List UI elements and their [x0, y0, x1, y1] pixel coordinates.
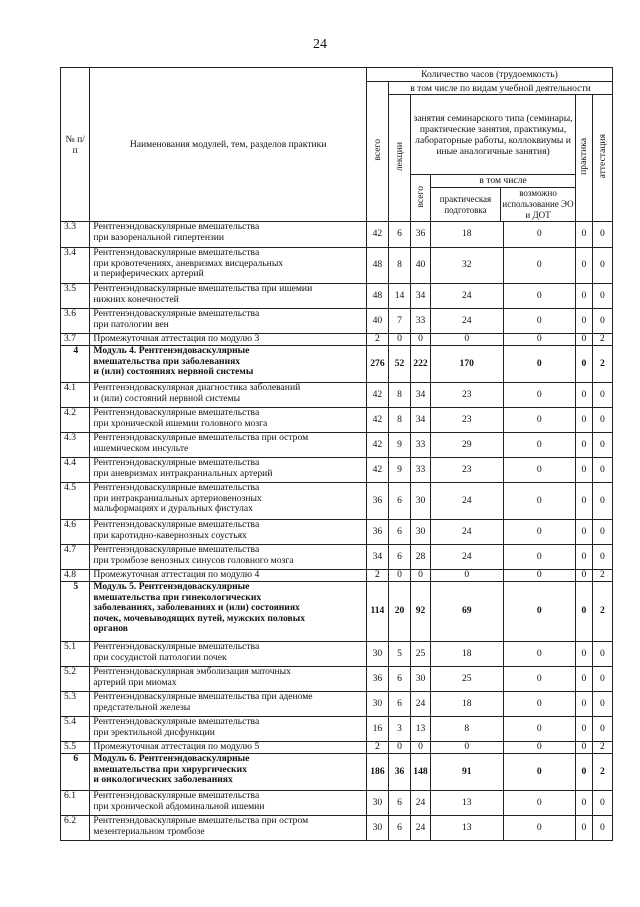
cell-practical: 29	[430, 433, 503, 458]
row-number: 5.4	[61, 717, 90, 742]
cell-practical: 23	[430, 408, 503, 433]
cell-distance: 0	[503, 754, 576, 791]
cell-attestation: 0	[592, 667, 612, 692]
cell-practice: 0	[576, 582, 593, 642]
header-distance: возможно использование ЭО и ДОТ	[502, 188, 574, 220]
cell-practice: 0	[576, 433, 593, 458]
cell-practical: 8	[430, 717, 503, 742]
header-seminar-total: всего	[411, 175, 431, 222]
cell-total: 48	[366, 248, 388, 284]
cell-lectures: 6	[388, 520, 410, 545]
cell-lectures: 6	[388, 816, 410, 841]
cell-total: 30	[366, 692, 388, 717]
table-row	[61, 667, 613, 692]
header-attestation: аттестация	[592, 95, 612, 222]
row-title: Рентгенэндоваскулярные вмешательства при сосудистой патологии почек	[90, 642, 366, 667]
cell-seminar: 40	[411, 248, 431, 284]
cell-total: 42	[366, 383, 388, 408]
cell-practical: 18	[430, 692, 503, 717]
cell-total: 42	[366, 222, 388, 248]
header-seminar: занятия семинарского типа (семинары, практические занятия, практикумы, лабораторные работы, коллоквиумы и иные аналогичные занятия)	[411, 95, 576, 175]
cell-practice: 0	[576, 791, 593, 816]
cell-attestation: 0	[592, 458, 612, 483]
cell-practical: 24	[430, 545, 503, 570]
cell-attestation: 0	[592, 433, 612, 458]
cell-distance: 0	[503, 582, 576, 642]
cell-practical: 13	[430, 791, 503, 816]
cell-distance: 0	[503, 816, 576, 841]
cell-practical: 18	[430, 642, 503, 667]
cell-attestation: 0	[592, 309, 612, 334]
cell-practice: 0	[576, 383, 593, 408]
cell-attestation: 0	[592, 692, 612, 717]
table-row	[61, 284, 613, 309]
cell-seminar: 30	[411, 520, 431, 545]
header-num: № п/п	[61, 68, 90, 222]
cell-lectures: 36	[388, 754, 410, 791]
cell-distance: 0	[503, 742, 576, 754]
table-row	[61, 717, 613, 742]
cell-attestation: 0	[592, 284, 612, 309]
cell-lectures: 6	[388, 222, 410, 248]
table-row	[61, 816, 613, 841]
cell-lectures: 0	[388, 742, 410, 754]
header-practice: практика	[576, 95, 593, 222]
row-title: Промежуточная аттестация по модулю 5	[90, 742, 366, 754]
header-total: всего	[366, 82, 388, 222]
cell-distance: 0	[503, 408, 576, 433]
cell-distance: 0	[503, 309, 576, 334]
cell-total: 48	[366, 284, 388, 309]
table-body	[61, 222, 613, 841]
cell-practical: 24	[430, 483, 503, 520]
cell-total: 186	[366, 754, 388, 791]
row-title: Рентгенэндоваскулярные вмешательства при каротидно-кавернозных соустьях	[90, 520, 366, 545]
row-number: 5.5	[61, 742, 90, 754]
header-including: в том числе	[431, 175, 575, 188]
cell-practical: 0	[430, 570, 503, 582]
row-title: Модуль 6. Рентгенэндоваскулярные вмешательства при хирургических и онкологических заболеваниях	[90, 754, 366, 791]
cell-attestation: 2	[592, 346, 612, 383]
cell-lectures: 6	[388, 692, 410, 717]
cell-seminar: 24	[411, 692, 431, 717]
row-number: 6.2	[61, 816, 90, 841]
table-row	[61, 791, 613, 816]
cell-attestation: 0	[592, 717, 612, 742]
cell-lectures: 8	[388, 383, 410, 408]
cell-distance: 0	[503, 570, 576, 582]
row-number: 6	[61, 754, 90, 791]
row-number: 6.1	[61, 791, 90, 816]
cell-total: 42	[366, 433, 388, 458]
row-title: Рентгенэндоваскулярные вмешательства при остром ишемическом инсульте	[90, 433, 366, 458]
cell-practical: 32	[430, 248, 503, 284]
row-number: 4.1	[61, 383, 90, 408]
cell-distance: 0	[503, 433, 576, 458]
cell-lectures: 9	[388, 458, 410, 483]
cell-lectures: 14	[388, 284, 410, 309]
table-row	[61, 222, 613, 248]
cell-total: 30	[366, 816, 388, 841]
row-title: Модуль 4. Рентгенэндоваскулярные вмешательства при заболеваниях и (или) состояниях нервной системы	[90, 346, 366, 383]
cell-lectures: 5	[388, 642, 410, 667]
row-title: Рентгенэндоваскулярная эмболизация маточных артерий при миомах	[90, 667, 366, 692]
cell-total: 42	[366, 408, 388, 433]
table-row	[61, 520, 613, 545]
cell-total: 36	[366, 520, 388, 545]
cell-distance: 0	[503, 545, 576, 570]
row-number: 3.7	[61, 334, 90, 346]
cell-seminar: 30	[411, 483, 431, 520]
cell-seminar: 13	[411, 717, 431, 742]
table-row	[61, 692, 613, 717]
row-number: 5.2	[61, 667, 90, 692]
cell-seminar: 0	[411, 742, 431, 754]
cell-total: 42	[366, 458, 388, 483]
cell-attestation: 0	[592, 791, 612, 816]
cell-practice: 0	[576, 717, 593, 742]
cell-practical: 23	[430, 383, 503, 408]
page-number: 24	[313, 37, 327, 52]
cell-practice: 0	[576, 222, 593, 248]
cell-lectures: 52	[388, 346, 410, 383]
cell-lectures: 6	[388, 667, 410, 692]
cell-seminar: 148	[411, 754, 431, 791]
cell-practical: 23	[430, 458, 503, 483]
row-title: Промежуточная аттестация по модулю 4	[90, 570, 366, 582]
header-including-group	[430, 175, 575, 222]
cell-practice: 0	[576, 520, 593, 545]
cell-distance: 0	[503, 222, 576, 248]
cell-distance: 0	[503, 520, 576, 545]
module-row	[61, 346, 613, 383]
cell-practice: 0	[576, 570, 593, 582]
row-title: Рентгенэндоваскулярные вмешательства при остром мезентериальном тромбозе	[90, 816, 366, 841]
header-practical: практическая подготовка	[431, 188, 501, 221]
cell-distance: 0	[503, 692, 576, 717]
curriculum-table	[60, 67, 613, 841]
cell-seminar: 24	[411, 816, 431, 841]
cell-seminar: 34	[411, 284, 431, 309]
cell-practice: 0	[576, 692, 593, 717]
cell-distance: 0	[503, 717, 576, 742]
cell-total: 114	[366, 582, 388, 642]
cell-seminar: 24	[411, 791, 431, 816]
cell-total: 2	[366, 742, 388, 754]
row-number: 4.3	[61, 433, 90, 458]
cell-practice: 0	[576, 248, 593, 284]
row-number: 4.8	[61, 570, 90, 582]
cell-practice: 0	[576, 309, 593, 334]
row-title: Рентгенэндоваскулярная диагностика заболеваний и (или) состояний нервной системы	[90, 383, 366, 408]
row-number: 4.7	[61, 545, 90, 570]
header-name: Наименования модулей, тем, разделов практики	[90, 68, 366, 222]
cell-practical: 0	[430, 334, 503, 346]
module-row	[61, 582, 613, 642]
cell-distance: 0	[503, 284, 576, 309]
cell-practice: 0	[576, 545, 593, 570]
cell-distance: 0	[503, 791, 576, 816]
row-title: Рентгенэндоваскулярные вмешательства при аденоме предстательной железы	[90, 692, 366, 717]
table-row	[61, 408, 613, 433]
cell-practice: 0	[576, 458, 593, 483]
cell-practical: 69	[430, 582, 503, 642]
cell-total: 276	[366, 346, 388, 383]
cell-seminar: 25	[411, 642, 431, 667]
cell-seminar: 36	[411, 222, 431, 248]
cell-total: 36	[366, 667, 388, 692]
row-number: 3.5	[61, 284, 90, 309]
row-number: 3.4	[61, 248, 90, 284]
row-number: 5.3	[61, 692, 90, 717]
table-row	[61, 742, 613, 754]
cell-total: 2	[366, 334, 388, 346]
cell-seminar: 30	[411, 667, 431, 692]
cell-practical: 170	[430, 346, 503, 383]
table-row	[61, 309, 613, 334]
row-number: 4.2	[61, 408, 90, 433]
cell-attestation: 2	[592, 742, 612, 754]
cell-practice: 0	[576, 334, 593, 346]
cell-total: 16	[366, 717, 388, 742]
cell-practice: 0	[576, 754, 593, 791]
table-row	[61, 483, 613, 520]
cell-attestation: 0	[592, 383, 612, 408]
header-by-type: в том числе по видам учебной деятельности	[388, 82, 612, 95]
module-row	[61, 754, 613, 791]
row-title: Рентгенэндоваскулярные вмешательства при тромбозе венозных синусов головного мозга	[90, 545, 366, 570]
cell-total: 40	[366, 309, 388, 334]
table-row	[61, 383, 613, 408]
table-row	[61, 570, 613, 582]
cell-seminar: 34	[411, 383, 431, 408]
cell-lectures: 3	[388, 717, 410, 742]
cell-practical: 24	[430, 520, 503, 545]
cell-distance: 0	[503, 346, 576, 383]
cell-lectures: 6	[388, 483, 410, 520]
cell-seminar: 33	[411, 309, 431, 334]
table-row	[61, 545, 613, 570]
cell-total: 30	[366, 791, 388, 816]
cell-lectures: 6	[388, 545, 410, 570]
row-title: Рентгенэндоваскулярные вмешательства при хронической абдоминальной ишемии	[90, 791, 366, 816]
row-number: 3.3	[61, 222, 90, 248]
cell-lectures: 7	[388, 309, 410, 334]
cell-lectures: 9	[388, 433, 410, 458]
cell-seminar: 33	[411, 433, 431, 458]
cell-total: 36	[366, 483, 388, 520]
header-lectures: лекции	[388, 95, 410, 222]
cell-attestation: 2	[592, 754, 612, 791]
cell-practical: 18	[430, 222, 503, 248]
cell-total: 2	[366, 570, 388, 582]
row-number: 4.5	[61, 483, 90, 520]
row-number: 4	[61, 346, 90, 383]
cell-lectures: 20	[388, 582, 410, 642]
cell-practical: 0	[430, 742, 503, 754]
cell-attestation: 2	[592, 570, 612, 582]
table-row	[61, 334, 613, 346]
cell-distance: 0	[503, 334, 576, 346]
cell-distance: 0	[503, 642, 576, 667]
cell-seminar: 222	[411, 346, 431, 383]
row-title: Рентгенэндоваскулярные вмешательства при ишемии нижних конечностей	[90, 284, 366, 309]
cell-practical: 13	[430, 816, 503, 841]
cell-practical: 24	[430, 309, 503, 334]
cell-seminar: 0	[411, 570, 431, 582]
row-title: Модуль 5. Рентгенэндоваскулярные вмешательства при гинекологических заболеваниях, заболеваниях и (или) состояниях почек, мочевыводящих путей, мужских половых органов	[90, 582, 366, 642]
table-row	[61, 642, 613, 667]
row-title: Рентгенэндоваскулярные вмешательства при патологии вен	[90, 309, 366, 334]
cell-attestation: 0	[592, 520, 612, 545]
table-header	[61, 68, 613, 222]
cell-practical: 91	[430, 754, 503, 791]
row-title: Рентгенэндоваскулярные вмешательства при аневризмах интракраниальных артерий	[90, 458, 366, 483]
cell-distance: 0	[503, 667, 576, 692]
table-row	[61, 248, 613, 284]
cell-distance: 0	[503, 383, 576, 408]
cell-attestation: 0	[592, 408, 612, 433]
cell-attestation: 0	[592, 816, 612, 841]
cell-practical: 25	[430, 667, 503, 692]
row-title: Рентгенэндоваскулярные вмешательства при хронической ишемии головного мозга	[90, 408, 366, 433]
cell-attestation: 0	[592, 222, 612, 248]
row-number: 5	[61, 582, 90, 642]
row-number: 4.4	[61, 458, 90, 483]
cell-seminar: 28	[411, 545, 431, 570]
cell-attestation: 0	[592, 248, 612, 284]
cell-attestation: 2	[592, 334, 612, 346]
row-title: Рентгенэндоваскулярные вмешательства при кровотечениях, аневризмах висцеральных и периферических артерий	[90, 248, 366, 284]
cell-distance: 0	[503, 458, 576, 483]
cell-practice: 0	[576, 642, 593, 667]
cell-total: 30	[366, 642, 388, 667]
cell-lectures: 8	[388, 248, 410, 284]
cell-distance: 0	[503, 248, 576, 284]
cell-total: 34	[366, 545, 388, 570]
cell-seminar: 34	[411, 408, 431, 433]
row-title: Рентгенэндоваскулярные вмешательства при интракраниальных артериовенозных мальформациях и дуральных фистулах	[90, 483, 366, 520]
row-title: Промежуточная аттестация по модулю 3	[90, 334, 366, 346]
cell-practice: 0	[576, 667, 593, 692]
header-hours: Количество часов (трудоемкость)	[366, 68, 612, 82]
cell-practice: 0	[576, 816, 593, 841]
cell-lectures: 0	[388, 334, 410, 346]
cell-practice: 0	[576, 408, 593, 433]
cell-practice: 0	[576, 284, 593, 309]
cell-attestation: 0	[592, 483, 612, 520]
table-row	[61, 458, 613, 483]
row-number: 4.6	[61, 520, 90, 545]
cell-practice: 0	[576, 346, 593, 383]
cell-seminar: 92	[411, 582, 431, 642]
cell-practical: 24	[430, 284, 503, 309]
cell-lectures: 6	[388, 791, 410, 816]
cell-lectures: 0	[388, 570, 410, 582]
row-number: 5.1	[61, 642, 90, 667]
cell-attestation: 0	[592, 642, 612, 667]
row-number: 3.6	[61, 309, 90, 334]
row-title: Рентгенэндоваскулярные вмешательства при вазоренальной гипертензии	[90, 222, 366, 248]
row-title: Рентгенэндоваскулярные вмешательства при эректильной дисфункции	[90, 717, 366, 742]
cell-attestation: 2	[592, 582, 612, 642]
cell-seminar: 0	[411, 334, 431, 346]
table-row	[61, 433, 613, 458]
cell-practice: 0	[576, 742, 593, 754]
cell-seminar: 33	[411, 458, 431, 483]
cell-distance: 0	[503, 483, 576, 520]
cell-practice: 0	[576, 483, 593, 520]
cell-lectures: 8	[388, 408, 410, 433]
cell-attestation: 0	[592, 545, 612, 570]
